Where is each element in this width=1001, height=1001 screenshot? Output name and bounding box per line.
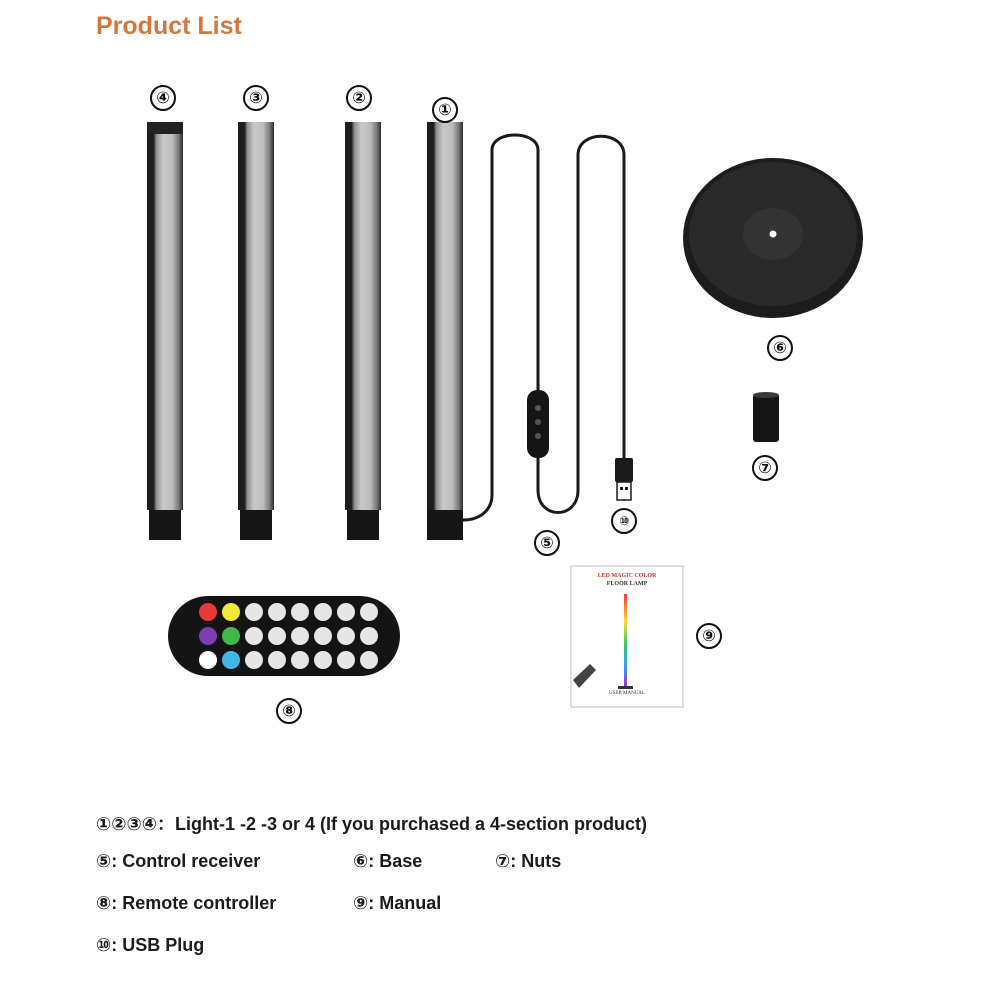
remote-button <box>199 651 217 669</box>
legend-control-text: : Control receiver <box>111 851 261 871</box>
legend-lights-numbers: ①②③④ <box>96 814 157 835</box>
legend-manual-number: ⑨ <box>353 893 369 914</box>
legend-remote <box>96 893 276 914</box>
control-cable <box>463 135 624 520</box>
remote-button <box>268 651 286 669</box>
remote-button <box>245 651 263 669</box>
manual-footer: USER MANUAL <box>609 691 645 696</box>
usb-plug <box>615 458 633 500</box>
legend-manual-text: : Manual <box>368 893 442 913</box>
remote-button <box>314 627 332 645</box>
legend-base <box>353 851 422 872</box>
callout-9: ⑨ <box>696 623 722 649</box>
remote-button <box>314 651 332 669</box>
legend-nuts <box>495 851 561 872</box>
remote-button <box>360 651 378 669</box>
legend-nuts-number: ⑦ <box>495 851 511 872</box>
nut <box>753 392 779 442</box>
remote-button <box>291 627 309 645</box>
remote-button <box>222 603 240 621</box>
legend-control <box>96 851 260 872</box>
legend-usb <box>96 935 204 956</box>
legend-row-lights <box>96 810 647 836</box>
remote-button <box>291 603 309 621</box>
callout-2: ② <box>346 85 372 111</box>
manual <box>571 566 683 707</box>
legend-base-number: ⑥ <box>353 851 369 872</box>
manual-title-line2: FLOOR LAMP <box>606 581 648 587</box>
remote-button <box>245 627 263 645</box>
remote-button <box>222 651 240 669</box>
remote-button <box>199 603 217 621</box>
callout-3: ③ <box>243 85 269 111</box>
callout-8: ⑧ <box>276 698 302 724</box>
legend-nuts-text: : Nuts <box>510 851 562 871</box>
page-title: Product List <box>96 12 242 40</box>
remote-button <box>245 603 263 621</box>
legend-remote-number: ⑧ <box>96 893 112 914</box>
remote-button <box>337 651 355 669</box>
legend-usb-number: ⑩ <box>96 935 112 956</box>
remote-button <box>360 603 378 621</box>
callout-1: ① <box>432 97 458 123</box>
remote-button <box>337 627 355 645</box>
callout-10: ⑩ <box>611 508 637 534</box>
callout-4: ④ <box>150 85 176 111</box>
base <box>683 158 863 318</box>
legend-remote-text: : Remote controller <box>111 893 277 913</box>
control-receiver <box>527 390 549 458</box>
remote-button <box>360 627 378 645</box>
callout-5: ⑤ <box>534 530 560 556</box>
callout-7: ⑦ <box>752 455 778 481</box>
remote-button <box>291 651 309 669</box>
remote-button <box>222 627 240 645</box>
legend-control-number: ⑤ <box>96 851 112 872</box>
remote-button <box>268 627 286 645</box>
manual-title-line1: LED MAGIC COLOR <box>597 573 657 579</box>
remote-button <box>337 603 355 621</box>
callout-6: ⑥ <box>767 335 793 361</box>
legend-base-text: : Base <box>368 851 423 871</box>
remote-button <box>199 627 217 645</box>
remote-button <box>268 603 286 621</box>
remote-controller <box>168 596 400 676</box>
remote-button <box>314 603 332 621</box>
legend-lights-text: ：Light-1 -2 -3 or 4 (If you purchased a 4-section product) <box>156 814 648 834</box>
legend-manual <box>353 893 441 914</box>
legend-usb-text: : USB Plug <box>111 935 205 955</box>
